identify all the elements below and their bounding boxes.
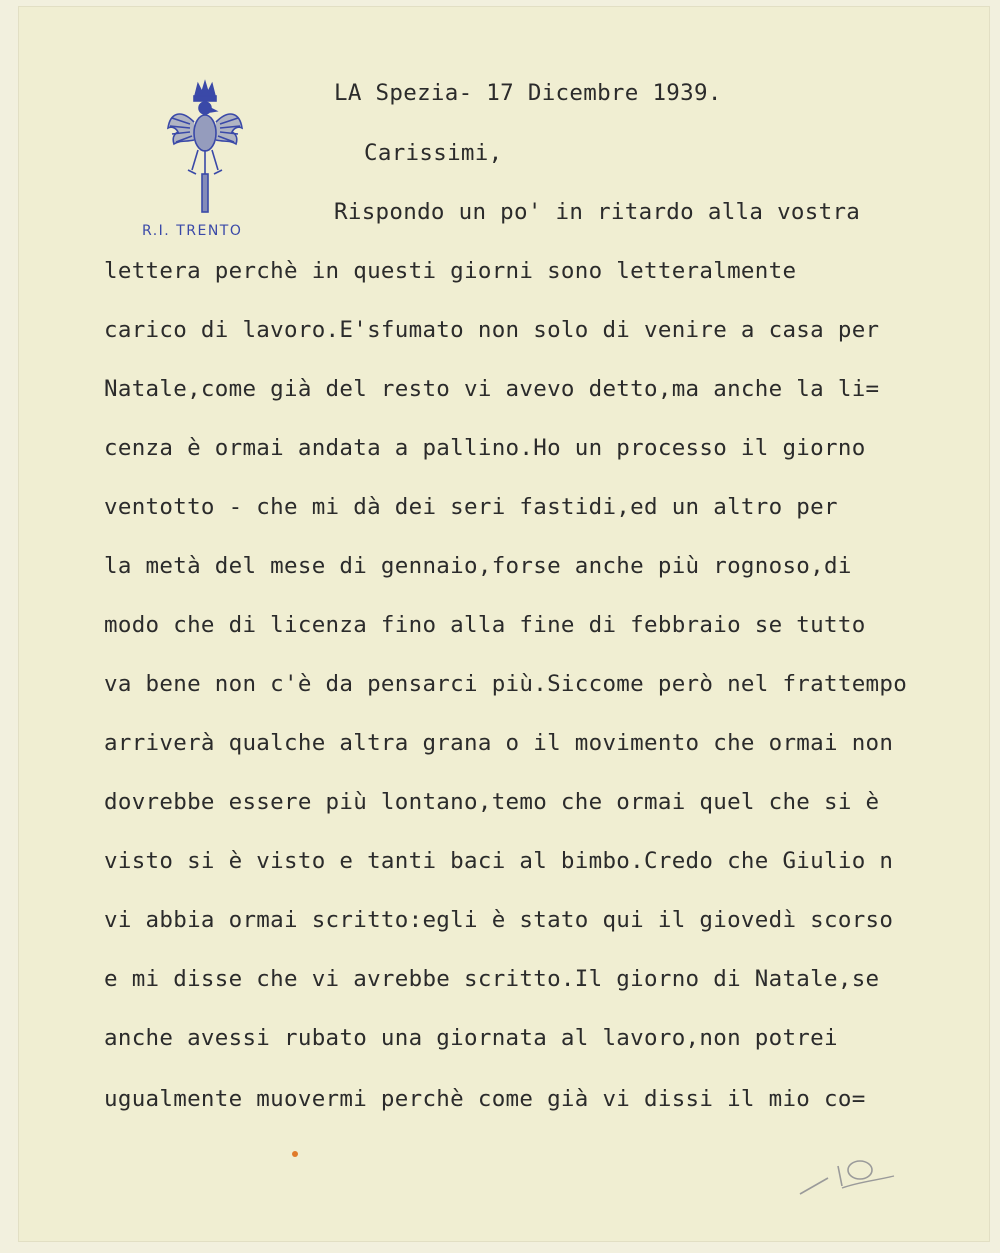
body-line: ugualmente muovermi perchè come già vi dissi il mio co= bbox=[104, 1086, 866, 1112]
body-line: va bene non c'è da pensarci più.Siccome però nel frattempo bbox=[104, 671, 908, 697]
body-line: anche avessi rubato una giornata al lavoro,non potrei bbox=[104, 1025, 838, 1051]
body-line: modo che di licenza fino alla fine di febbraio se tutto bbox=[104, 612, 866, 638]
body-line: la metà del mese di gennaio,forse anche più rognoso,di bbox=[104, 553, 852, 579]
body-line: Rispondo un po' in ritardo alla vostra bbox=[334, 199, 861, 225]
letterhead-ship-name: R.I. TRENTO bbox=[142, 223, 243, 239]
body-line: Natale,come già del resto vi avevo detto,ma anche la li= bbox=[104, 376, 880, 402]
body-line: vi abbia ormai scritto:egli è stato qui il giovedì scorso bbox=[104, 907, 894, 933]
body-line: dovrebbe essere più lontano,temo che ormai quel che si è bbox=[104, 789, 880, 815]
body-line: visto si è visto e tanti baci al bimbo.Credo che Giulio n bbox=[104, 848, 894, 874]
crowned-eagle-crest-icon bbox=[160, 78, 250, 218]
body-line: arriverà qualche altra grana o il movimento che ormai non bbox=[104, 730, 894, 756]
body-line: ventotto - che mi dà dei seri fastidi,ed un altro per bbox=[104, 494, 838, 520]
body-line: e mi disse che vi avrebbe scritto.Il giorno di Natale,se bbox=[104, 966, 880, 992]
body-line: cenza è ormai andata a pallino.Ho un processo il giorno bbox=[104, 435, 866, 461]
body-line: lettera perchè in questi giorni sono letteralmente bbox=[104, 258, 797, 284]
handwritten-page-number bbox=[798, 1148, 898, 1198]
ink-dot bbox=[292, 1151, 298, 1157]
body-line: carico di lavoro.E'sfumato non solo di venire a casa per bbox=[104, 317, 880, 343]
date-line: LA Spezia- 17 Dicembre 1939. bbox=[334, 80, 722, 106]
salutation: Carissimi, bbox=[364, 140, 503, 166]
